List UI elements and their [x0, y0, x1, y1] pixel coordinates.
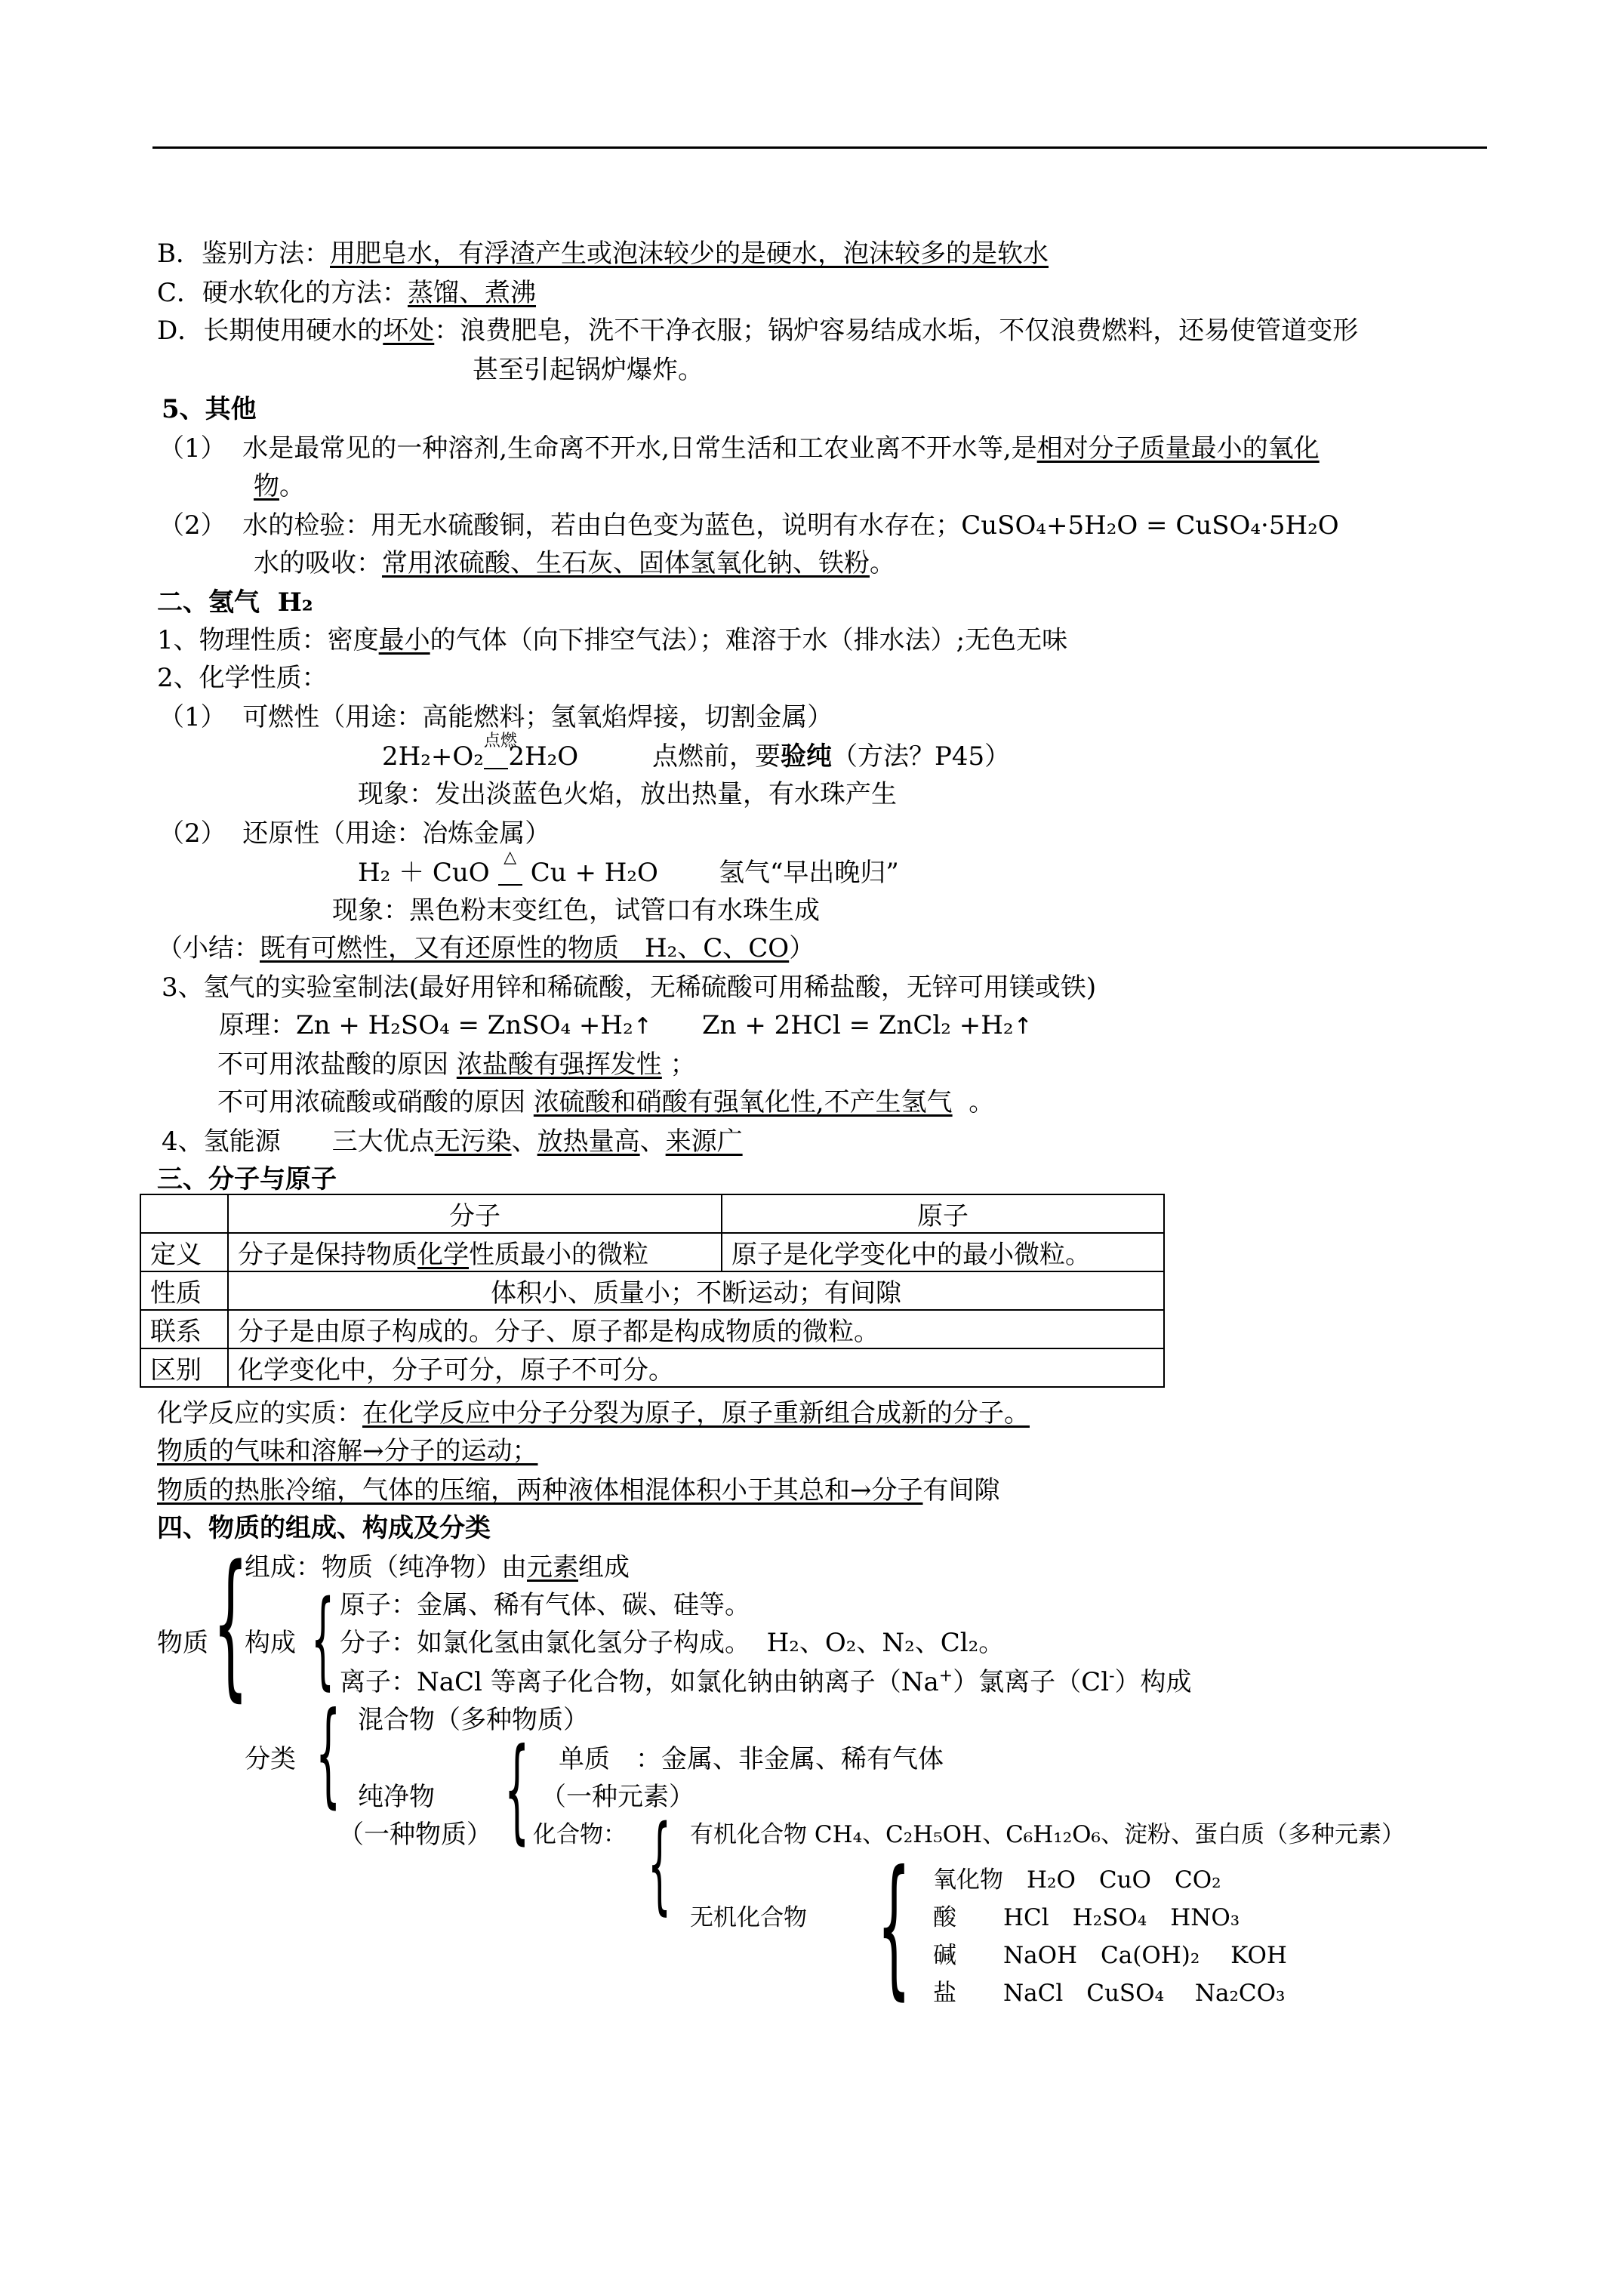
- lab-principle-1: 原理：Zn + H₂SO₄ = ZnSO₄ +H₂↑: [219, 1010, 652, 1040]
- compound-inorganic: 无机化合物: [690, 1904, 807, 1931]
- brace-structure: {: [311, 1578, 335, 1701]
- property-text: 体积小、质量小；不断运动；有间隙: [228, 1271, 1164, 1310]
- line-b-identify: B．鉴别方法：用肥皂水，有浮渣产生或泡沫较少的是硬水，泡沫较多的是软水: [157, 239, 1049, 269]
- inorganic-acid: 酸 HCl H₂SO₄ HNO₃: [933, 1904, 1240, 1931]
- relation-text: 分子是由原子构成的。分子、原子都是构成物质的微粒。: [228, 1310, 1164, 1348]
- matter-classify: 分类: [245, 1744, 296, 1774]
- pure-compound: 化合物：: [533, 1821, 627, 1848]
- molecule-atom-table: [140, 1194, 1165, 1388]
- matter-root: 物质: [157, 1628, 208, 1658]
- definition-atom: 原子是化学变化中的最小微粒。: [722, 1233, 1164, 1271]
- combustion-note: 点燃前，要验纯（方法？P45）: [652, 741, 1011, 772]
- lab-principle-2: Zn + 2HCl = ZnCl₂ +H₂↑: [702, 1010, 1033, 1040]
- table-row: [140, 1233, 1164, 1271]
- row-label-property: 性质: [140, 1271, 228, 1310]
- table-header-atom: 原子: [722, 1194, 1164, 1233]
- line-d-cont: 甚至引起锅炉爆炸。: [473, 355, 704, 385]
- structure-atom: 原子：金属、稀有气体、碳、硅等。: [340, 1590, 750, 1620]
- line-d-harm: D．长期使用硬水的坏处：浪费肥皂，洗不干净衣服；锅炉容易结成水垢，不仅浪费燃料，还易使管道变形: [157, 316, 1359, 346]
- matter-structure: 构成: [245, 1628, 296, 1658]
- table-corner-cell: [140, 1194, 228, 1233]
- inorganic-oxide: 氧化物 H₂O CuO CO₂: [933, 1866, 1221, 1894]
- water-absorb: 水的吸收：常用浓硫酸、生石灰、固体氢氧化钠、铁粉。: [254, 548, 895, 578]
- pure-element: 单质 ：金属、非金属、稀有气体: [559, 1744, 944, 1774]
- hydrogen-physical: 1、物理性质：密度最小的气体（向下排空气法）；难溶于水（排水法）;无色无味: [157, 625, 1068, 655]
- definition-molecule: 分子是保持物质化学性质最小的微粒: [228, 1233, 722, 1271]
- line-c-soften: C．硬水软化的方法：蒸馏、煮沸: [157, 278, 537, 308]
- inorganic-salt: 盐 NaCl CuSO₄ Na₂CO₃: [933, 1980, 1286, 2007]
- classify-mixture: 混合物（多种物质）: [358, 1705, 589, 1735]
- heading-other: 5、其他: [162, 394, 257, 424]
- hydrogen-reducing: （2） 还原性（用途：冶炼金属）: [159, 818, 551, 849]
- other-item1: （1） 水是最常见的一种溶剂,生命离不开水,日常生活和工农业离不开水等,是相对分子质量最小的氧化: [159, 433, 1320, 464]
- structure-molecule: 分子：如氯化氢由氯化氢分子构成。 H₂、O₂、N₂、Cl₂。: [340, 1628, 1005, 1658]
- row-label-relation: 联系: [140, 1310, 228, 1348]
- table-row: [140, 1271, 1164, 1310]
- row-label-definition: 定义: [140, 1233, 228, 1271]
- hydrogen-lab: 3、氢气的实验室制法(最好用锌和稀硫酸，无稀硫酸可用稀盐酸，无锌可用镁或铁): [162, 972, 1097, 1003]
- classify-pure-note: （一种物质）: [338, 1820, 492, 1850]
- no-conc-hcl: 不可用浓盐酸的原因 浓盐酸有强挥发性 ；: [217, 1049, 696, 1080]
- compound-organic: 有机化合物 CH₄、C₂H₅OH、C₆H₁₂O₆、淀粉、蛋白质（多种元素）: [690, 1821, 1405, 1848]
- no-conc-h2so4: 不可用浓硫酸或硝酸的原因 浓硫酸和硝酸有强氧化性,不产生氢气 。: [217, 1087, 995, 1117]
- row-label-difference: 区别: [140, 1348, 228, 1387]
- reduction-phenomenon: 现象：黑色粉末变红色，试管口有水珠生成: [332, 895, 820, 926]
- brace-compound: {: [648, 1803, 672, 1926]
- other-item1-cont: 物。: [254, 471, 305, 501]
- hydrogen-summary: （小结：既有可燃性，又有还原性的物质 H₂、C、CO）: [157, 933, 815, 963]
- structure-ion: 离子：NaCl 等离子化合物，如氯化钠由钠离子（Na+）氯离子（Cl-）构成: [340, 1666, 1192, 1697]
- difference-text: 化学变化中，分子可分，原子不可分。: [228, 1348, 1164, 1387]
- table-row: [140, 1310, 1164, 1348]
- heading-molecule-atom: 三、分子与原子: [157, 1164, 337, 1194]
- pure-element-note: （一种元素）: [540, 1782, 694, 1812]
- classify-pure: 纯净物: [358, 1782, 435, 1812]
- brace-inorganic: {: [877, 1838, 911, 2014]
- hydrogen-combustible: （1） 可燃性（用途：高能燃料；氢氧焰焊接，切割金属）: [159, 702, 833, 732]
- combustion-equation: 2H₂+O₂ 点燃 2H₂O: [382, 732, 579, 772]
- reduction-equation: H₂ ＋ CuO △ Cu + H₂O: [358, 848, 658, 888]
- matter-composition: 组成：物质（纯净物）由元素组成: [245, 1552, 630, 1583]
- brace-classify: {: [316, 1688, 341, 1820]
- hydrogen-energy: 4、氢能源 三大优点无污染、放热量高、来源广: [162, 1126, 743, 1157]
- heading-hydrogen: 二、氢气 H₂: [157, 587, 313, 618]
- other-item2: （2） 水的检验：用无水硫酸铜，若由白色变为蓝色，说明有水存在；CuSO₄+5H₂O = CuSO₄·5H₂O: [159, 510, 1339, 541]
- molecule-motion: 物质的气味和溶解→分子的运动；: [157, 1436, 538, 1466]
- table-header-molecule: 分子: [228, 1194, 722, 1233]
- brace-pure: {: [504, 1724, 530, 1856]
- reaction-essence: 化学反应的实质：在化学反应中分子分裂为原子，原子重新组合成新的分子。: [157, 1398, 1030, 1428]
- heading-matter: 四、物质的组成、构成及分类: [157, 1513, 491, 1543]
- table-row: [140, 1194, 1164, 1233]
- hydrogen-chemical: 2、化学性质：: [157, 663, 328, 693]
- brace-matter: {: [213, 1531, 248, 1716]
- reduction-note: 氢气“早出晚归”: [719, 858, 899, 888]
- inorganic-base: 碱 NaOH Ca(OH)₂ KOH: [933, 1942, 1287, 1969]
- molecule-gap: 物质的热胀冷缩，气体的压缩，两种液体相混体积小于其总和→分子有间隙: [157, 1475, 1000, 1505]
- header-rule: [152, 146, 1487, 149]
- combustion-phenomenon: 现象：发出淡蓝色火焰，放出热量，有水珠产生: [358, 779, 897, 809]
- table-row: [140, 1348, 1164, 1387]
